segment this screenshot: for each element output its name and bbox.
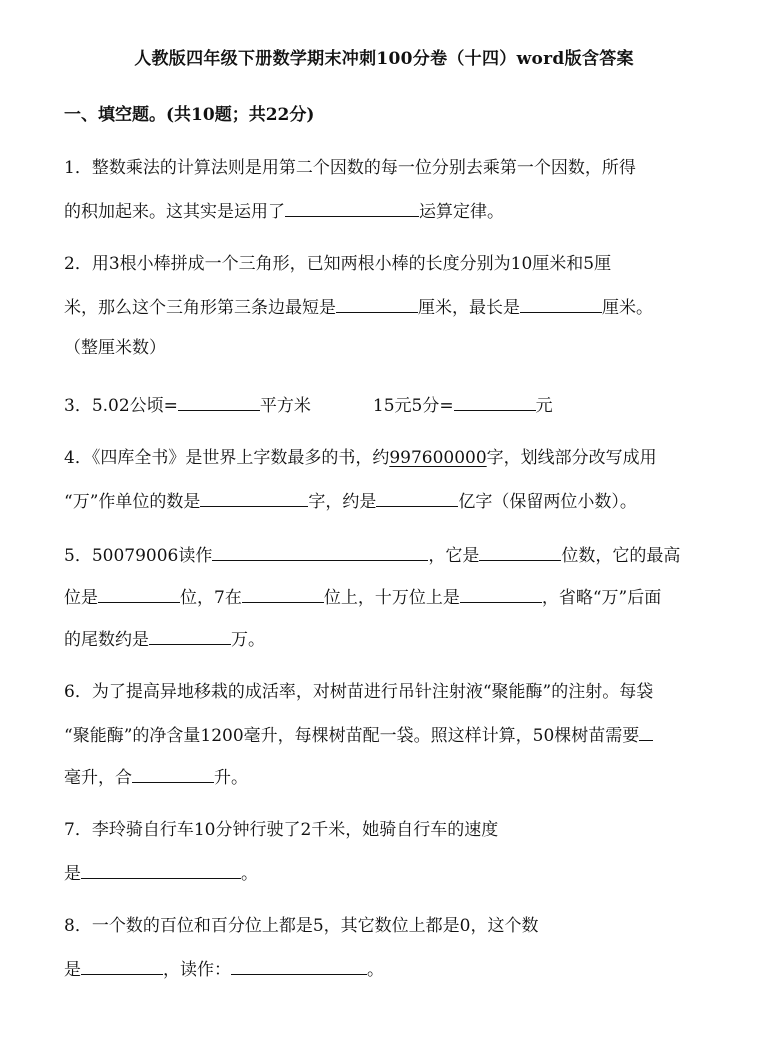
question-4-line-2 <box>64 489 637 513</box>
answer-blank[interactable] <box>376 489 458 507</box>
answer-blank[interactable] <box>460 585 542 603</box>
question-5-line-1 <box>64 543 680 567</box>
question-6-line-2 <box>64 723 653 747</box>
question-4-line-1 <box>64 447 657 469</box>
question-5-text-e: 位，7在 <box>180 588 242 608</box>
question-2-text-a: 米，那么这个三角形第三条边最短是 <box>64 298 336 318</box>
question-5-text-i: 万。 <box>231 630 265 650</box>
question-6-text-b: 毫升，合 <box>64 768 132 788</box>
question-7-text-b: 。 <box>241 864 258 884</box>
question-5-text-b: ，它是 <box>428 546 480 566</box>
question-8-text-a: 是 <box>64 960 81 980</box>
question-7-line-2 <box>64 861 258 885</box>
question-5-line-3 <box>64 627 265 651</box>
question-2-text-c: 厘米。 <box>602 298 653 318</box>
answer-blank[interactable] <box>336 295 418 313</box>
question-3-text-b: 平方米 <box>259 396 311 416</box>
answer-blank[interactable] <box>200 489 308 507</box>
answer-blank[interactable] <box>454 393 536 411</box>
answer-blank[interactable] <box>149 627 231 645</box>
answer-blank[interactable] <box>212 543 428 561</box>
question-3-text-d: 元 <box>535 396 553 416</box>
question-4-text-c: “万”作单位的数是 <box>64 492 201 512</box>
question-2-text-b: 厘米，最长是 <box>418 298 520 318</box>
question-4-text-b: 字，划线部分改写成用 <box>486 448 657 468</box>
question-2-line-3: （整厘米数） <box>64 338 166 358</box>
document-title: 人教版四年级下册数学期末冲刺100分卷（十四）word版含答案 <box>134 49 634 69</box>
question-5-text-a: 5．50079006读作 <box>64 546 213 566</box>
question-5-text-c: 位数，它的最高 <box>561 546 681 566</box>
answer-blank[interactable] <box>639 723 653 741</box>
question-8-text-b: ，读作： <box>163 960 231 980</box>
question-5-line-2 <box>64 585 661 609</box>
question-1-text-b: 运算定律。 <box>419 202 504 222</box>
question-6-text-a: “聚能酶”的净含量1200毫升，每棵树苗配一袋。照这样计算，50棵树苗需要 <box>64 726 640 746</box>
answer-blank[interactable] <box>178 393 260 411</box>
answer-blank[interactable] <box>520 295 602 313</box>
question-5-text-d: 位是 <box>64 588 98 608</box>
question-2-line-1: 2．用3根小棒拼成一个三角形，已知两根小棒的长度分别为10厘米和5厘 <box>64 254 612 274</box>
question-2-line-2 <box>64 295 653 319</box>
question-4-text-e: 亿字（保留两位小数）。 <box>458 492 637 512</box>
answer-blank[interactable] <box>285 199 419 217</box>
underlined-number: 997600000 <box>389 448 487 468</box>
question-5-text-h: 的尾数约是 <box>64 630 149 650</box>
question-3-line-1 <box>64 393 553 417</box>
question-6-text-c: 升。 <box>214 768 248 788</box>
question-8-line-1: 8．一个数的百位和百分位上都是5，其它数位上都是0，这个数 <box>64 916 539 936</box>
question-7-line-1: 7．李玲骑自行车10分钟行驶了2千米，她骑自行车的速度 <box>64 820 499 840</box>
answer-blank[interactable] <box>81 861 241 879</box>
answer-blank[interactable] <box>231 957 367 975</box>
answer-blank[interactable] <box>81 957 163 975</box>
question-6-line-1: 6．为了提高异地移栽的成活率，对树苗进行吊针注射液“聚能酶”的注射。每袋 <box>64 682 654 702</box>
answer-blank[interactable] <box>479 543 561 561</box>
answer-blank[interactable] <box>132 765 214 783</box>
question-1-text-a: 的积加起来。这其实是运用了 <box>64 202 285 222</box>
question-3-text-c: 15元5分= <box>372 396 454 416</box>
question-5-text-f: 位上，十万位上是 <box>323 588 460 608</box>
answer-blank[interactable] <box>98 585 180 603</box>
question-3-text-a: 3．5.02公顷= <box>64 396 178 416</box>
answer-blank[interactable] <box>242 585 324 603</box>
question-8-text-c: 。 <box>367 960 384 980</box>
question-4-text-d: 字，约是 <box>308 492 377 512</box>
question-6-line-3 <box>64 765 248 789</box>
question-7-text-a: 是 <box>64 864 81 884</box>
question-1-line-1: 1．整数乘法的计算法则是用第二个因数的每一位分别去乘第一个因数，所得 <box>64 158 636 178</box>
question-5-text-g: ，省略“万”后面 <box>541 588 662 608</box>
question-1-line-2 <box>64 199 504 223</box>
question-8-line-2 <box>64 957 384 981</box>
question-4-text-a: 4．《四库全书》是世界上字数最多的书，约 <box>64 448 390 468</box>
section-heading: 一、填空题。(共10题；共22分) <box>64 105 315 125</box>
